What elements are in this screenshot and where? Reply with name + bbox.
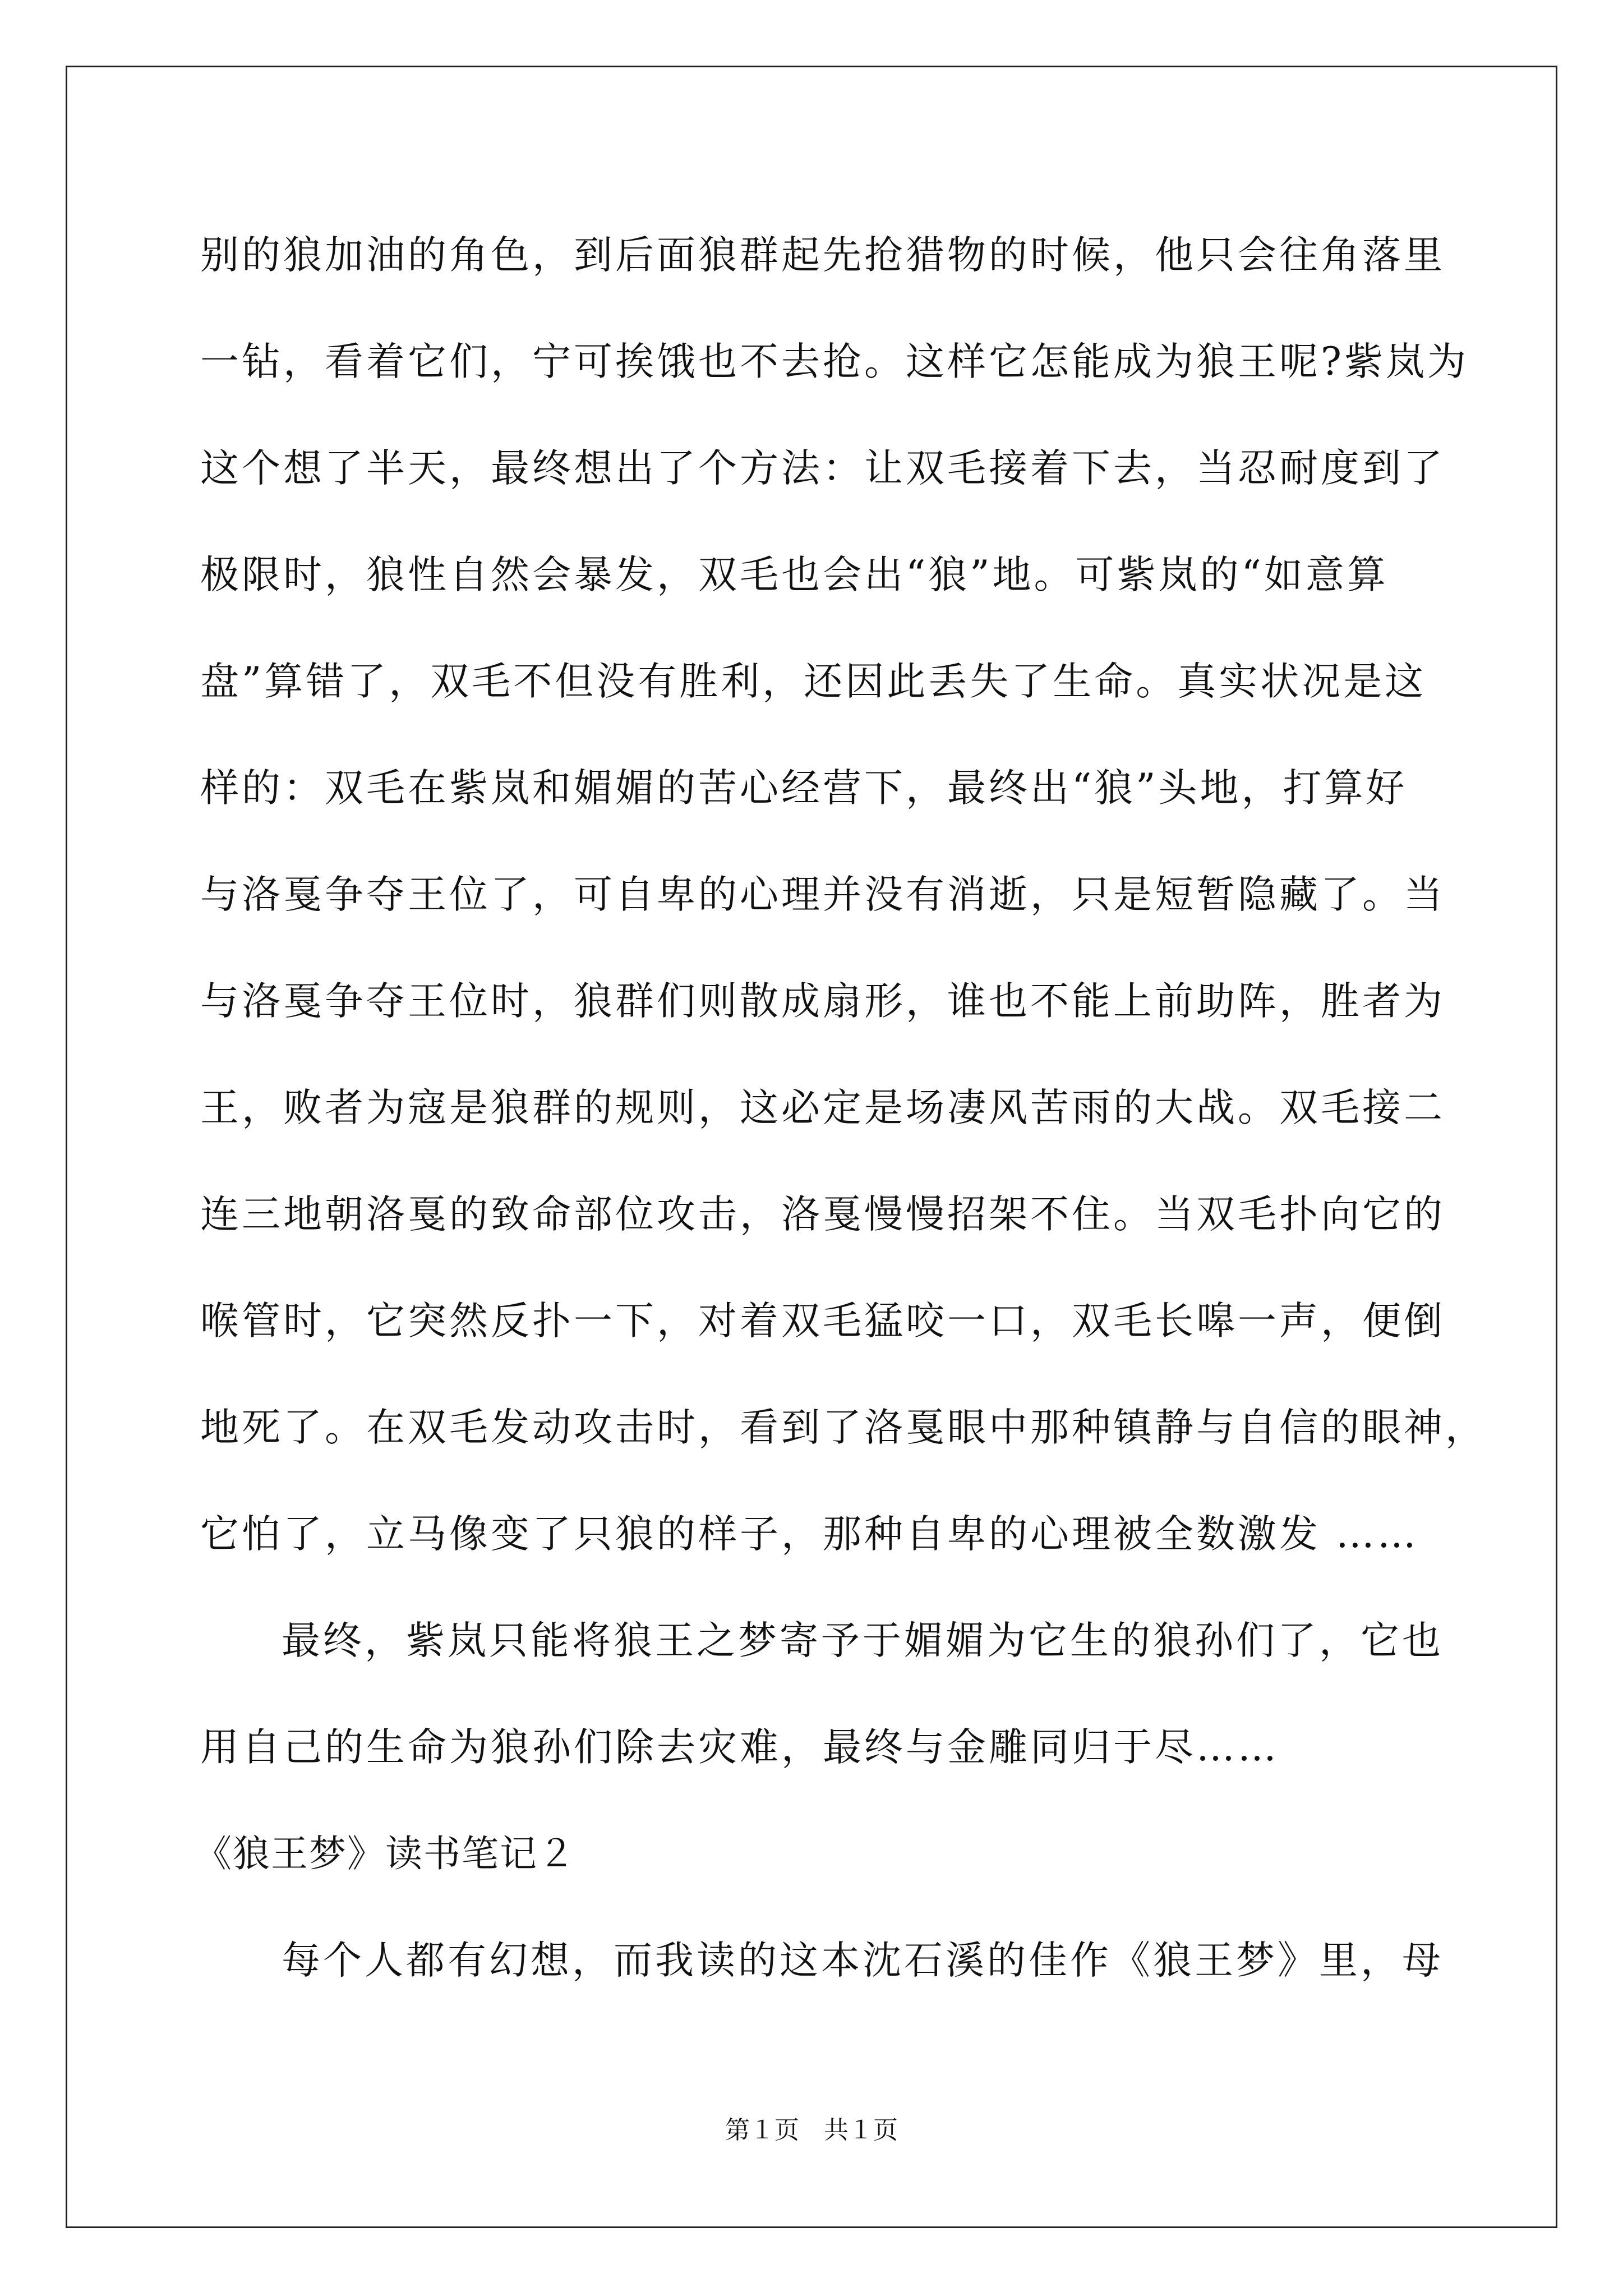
text-line: 地死了。在双毛发动攻击时，看到了洛戛眼中那种镇静与自信的眼神， (200, 1405, 1487, 1450)
text-line: 它怕了，立马像变了只狼的样子，那种自卑的心理被全数激发 …… (200, 1512, 1419, 1557)
text-line: 与洛戛争夺王位了，可自卑的心理并没有消逝，只是短暂隐藏了。当 (200, 872, 1445, 917)
text-line: 盘”算错了，双毛不但没有胜利，还因此丢失了生命。真实状况是这 (200, 659, 1427, 704)
paragraph-first-line: 每个人都有幻想，而我读的这本沈石溪的佳作《狼王梦》里，母 (282, 1938, 1444, 1983)
paragraph-first-line: 最终，紫岚只能将狼王之梦寄予于媚媚为它生的狼孙们了，它也 (282, 1618, 1444, 1663)
text-line: 极限时，狼性自然会暴发，双毛也会出“狼”地。可紫岚的“如意算 (200, 553, 1389, 597)
text-line: 王，败者为寇是狼群的规则，这必定是场凄风苦雨的大战。双毛接二 (200, 1085, 1445, 1130)
text-line: 别的狼加油的角色，到后面狼群起先抢猎物的时候，他只会往角落里 (200, 233, 1445, 278)
section-heading: 《狼王梦》读书笔记２ (195, 1832, 576, 1875)
text-line: 这个想了半天，最终想出了个方法：让双毛接着下去，当忍耐度到了 (200, 446, 1445, 491)
text-line: 连三地朝洛戛的致命部位攻击，洛戛慢慢招架不住。当双毛扑向它的 (200, 1192, 1445, 1237)
text-line: 喉管时，它突然反扑一下，对着双毛猛咬一口，双毛长嗥一声，便倒 (200, 1299, 1445, 1343)
text-line: 一钻，看着它们，宁可挨饿也不去抢。这样它怎能成为狼王呢?紫岚为 (200, 339, 1469, 384)
text-line: 用自己的生命为狼孙们除去灾难，最终与金雕同归于尽…… (200, 1725, 1279, 1770)
text-line: 与洛戛争夺王位时，狼群们则散成扇形，谁也不能上前助阵，胜者为 (200, 979, 1445, 1024)
page-footer: 第１页 共１页 (725, 2116, 898, 2145)
text-line: 样的：双毛在紫岚和媚媚的苦心经营下，最终出“狼”头地，打算好 (200, 766, 1408, 811)
